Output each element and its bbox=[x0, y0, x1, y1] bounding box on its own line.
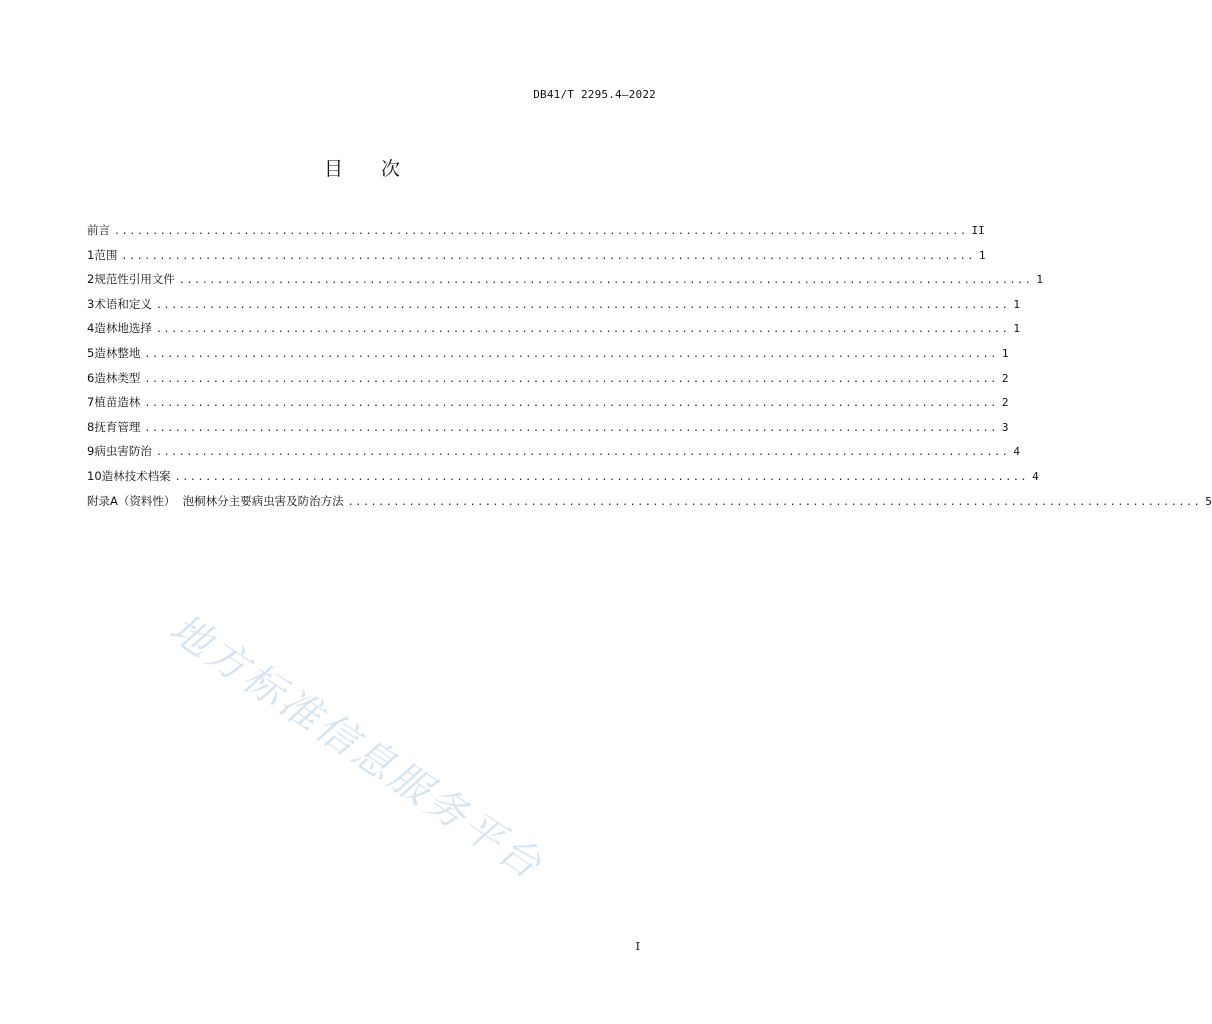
toc-entry-number: 9 bbox=[87, 444, 95, 459]
toc-entry-5[interactable] bbox=[87, 341, 1009, 366]
toc-entry-number: 5 bbox=[87, 345, 95, 360]
toc-entry-1[interactable] bbox=[87, 243, 986, 268]
toc-entry-7[interactable] bbox=[87, 390, 1009, 415]
toc-entry-page: 3 bbox=[1001, 420, 1009, 434]
toc-entry-number: 1 bbox=[87, 247, 95, 262]
toc-leader-dots: ................................................................................................................ bbox=[155, 324, 1010, 336]
toc-entry-appendix-a[interactable] bbox=[87, 489, 1212, 514]
toc-entry-number: 4 bbox=[87, 321, 95, 336]
toc-entry-label: 病虫害防治 bbox=[94, 444, 152, 459]
toc-entry-page: 1 bbox=[1036, 273, 1043, 287]
toc-entry-number: 6 bbox=[87, 370, 95, 385]
toc-entry-8[interactable] bbox=[87, 415, 1009, 440]
toc-leader-dots: ................................................................................................................ bbox=[144, 398, 998, 410]
toc-entry-page: 4 bbox=[1013, 445, 1020, 459]
toc-title-part2: 次 bbox=[381, 158, 401, 180]
toc-entry-label: 范围 bbox=[94, 247, 118, 262]
toc-entry-label: 造林整地 bbox=[94, 345, 141, 360]
toc-entry-2[interactable] bbox=[87, 267, 1043, 292]
toc-leader-dots: ................................................................................................................ bbox=[144, 348, 998, 360]
toc-entry-label: 造林技术档案 bbox=[101, 468, 171, 483]
toc-leader-dots: ................................................................................................................ bbox=[114, 226, 968, 237]
toc-entry-10[interactable] bbox=[87, 464, 1039, 489]
toc-leader-dots: ................................................................................................................ bbox=[347, 496, 1202, 508]
table-of-contents bbox=[87, 218, 1212, 513]
page-number: I bbox=[635, 940, 640, 953]
toc-entry-number: 7 bbox=[87, 395, 95, 410]
toc-entry-label: 造林类型 bbox=[94, 370, 141, 385]
toc-leader-dots: ................................................................................................................ bbox=[178, 275, 1033, 287]
toc-entry-label: 术语和定义 bbox=[94, 296, 152, 311]
toc-entry-label: 植苗造林 bbox=[94, 395, 141, 410]
toc-entry-foreword[interactable] bbox=[87, 218, 985, 243]
toc-entry-number: 2 bbox=[87, 272, 95, 287]
toc-entry-number: 8 bbox=[87, 419, 95, 434]
toc-entry-label: 规范性引用文件 bbox=[94, 272, 175, 287]
toc-leader-dots: ................................................................................................................ bbox=[174, 471, 1029, 483]
toc-entry-4[interactable] bbox=[87, 316, 1020, 341]
toc-leader-dots: ................................................................................................................ bbox=[121, 250, 975, 262]
toc-entry-9[interactable] bbox=[87, 439, 1020, 464]
toc-entry-page: 1 bbox=[1013, 322, 1020, 336]
toc-leader-dots: ................................................................................................................ bbox=[144, 373, 998, 385]
toc-title-part1: 目 bbox=[323, 158, 343, 180]
toc-entry-6[interactable] bbox=[87, 366, 1009, 391]
toc-leader-dots: ................................................................................................................ bbox=[155, 447, 1010, 459]
toc-entry-page: 5 bbox=[1205, 494, 1212, 508]
toc-entry-page: 1 bbox=[1001, 346, 1009, 360]
toc-entry-label: 抚育管理 bbox=[94, 419, 141, 434]
toc-entry-page: 2 bbox=[1001, 371, 1009, 385]
toc-entry-page: 2 bbox=[1001, 396, 1009, 410]
toc-entry-3[interactable] bbox=[87, 292, 1020, 317]
toc-title bbox=[0, 154, 724, 181]
toc-entry-number: 10 bbox=[87, 468, 102, 483]
toc-entry-page: 1 bbox=[1013, 297, 1020, 311]
toc-leader-dots: ................................................................................................................ bbox=[155, 299, 1010, 311]
toc-entry-label: 附录A（资料性） 泡桐林分主要病虫害及防治方法 bbox=[87, 493, 344, 508]
standard-code: DB41/T 2295.4—2022 bbox=[533, 88, 656, 101]
toc-entry-page: II bbox=[971, 224, 985, 237]
toc-entry-label: 前言 bbox=[87, 223, 110, 237]
toc-entry-label: 造林地选择 bbox=[94, 321, 152, 336]
toc-entry-page: 1 bbox=[978, 248, 986, 262]
toc-entry-number: 3 bbox=[87, 296, 95, 311]
toc-entry-page: 4 bbox=[1032, 469, 1039, 483]
watermark-text: 地方标准信息服务平台 bbox=[161, 605, 552, 890]
toc-leader-dots: ................................................................................................................ bbox=[144, 422, 998, 434]
